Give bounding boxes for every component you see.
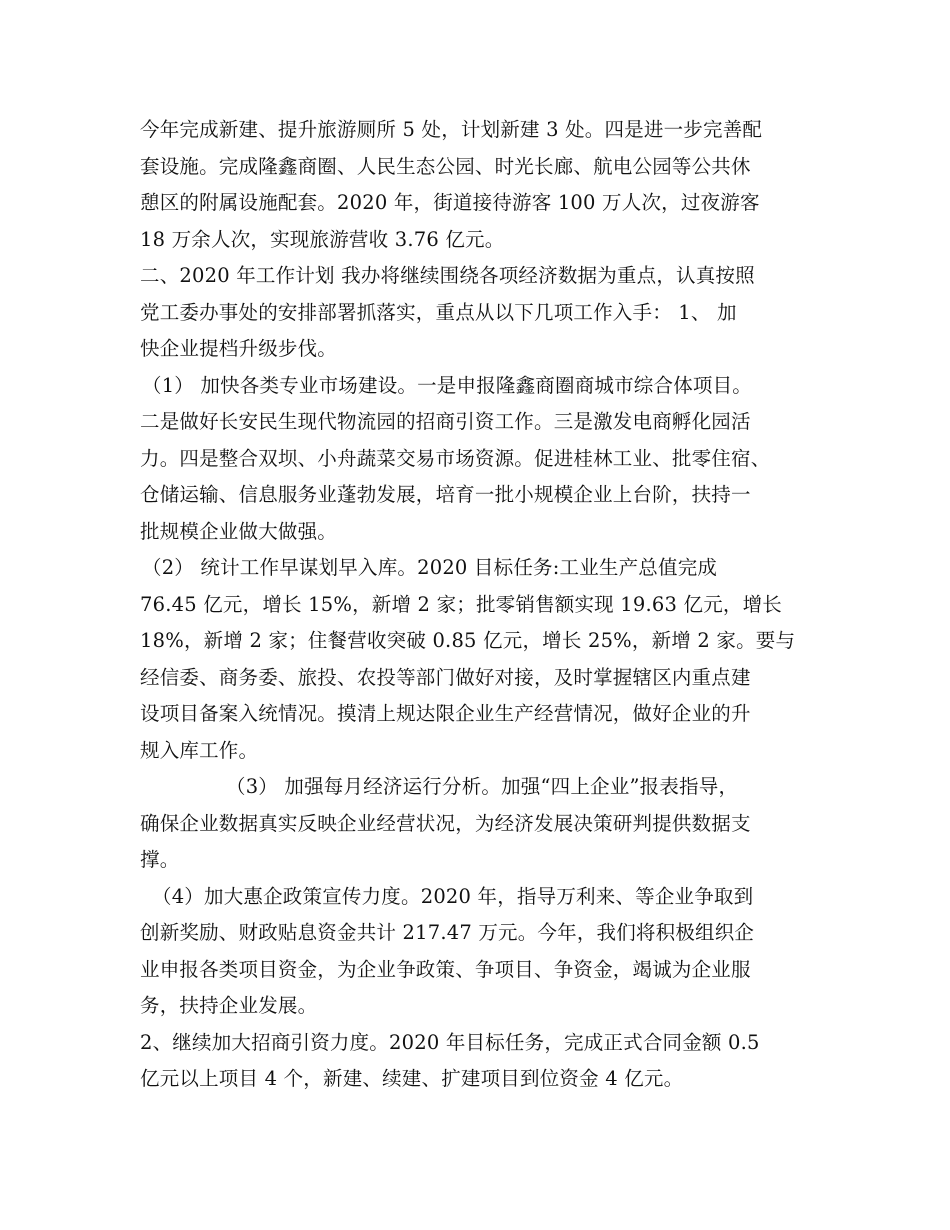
text-line: 76.45 亿元，增长 15%，新增 2 家；批零销售额实现 19.63 亿元，增长 — [140, 592, 782, 616]
text-line: （3） 加强每月经济运行分析。加强“四上企业”报表指导， — [226, 775, 739, 798]
paragraph-item-1 — [140, 368, 820, 551]
paragraph-item-3 — [140, 769, 820, 879]
text-line: 仓储运输、信息服务业蓬勃发展，培育一批小规模企业上台阶，扶持一 — [140, 483, 751, 506]
text-line: （2） 统计工作早谋划早入库。2020 目标任务:工业生产总值完成 — [142, 556, 718, 579]
paragraph-investment — [140, 1025, 820, 1098]
text-line: 务，扶持企业发展。 — [140, 994, 318, 1017]
paragraph-tourism — [140, 112, 820, 258]
text-line: 业申报各类项目资金，为企业争政策、争项目、争资金，竭诚为企业服 — [140, 957, 751, 981]
text-line: 亿元以上项目 4 个，新建、续建、扩建项目到位资金 4 亿元。 — [140, 1067, 684, 1090]
text-line: 设项目备案入统情况。摸清上规达限企业生产经营情况，做好企业的升 — [140, 702, 751, 725]
paragraph-item-4 — [140, 879, 820, 1025]
text-line: 2、继续加大招商引资力度。2020 年目标任务，完成正式合同金额 0.5 — [140, 1030, 760, 1054]
text-line: 18 万余人次，实现旅游营收 3.76 亿元。 — [140, 227, 505, 251]
text-line: 二是做好长安民生现代物流园的招商引资工作。三是激发电商孵化园活 — [140, 410, 751, 433]
text-line: 党工委办事处的安排部署抓落实，重点从以下几项工作入手： 1、 加 — [140, 300, 737, 324]
text-line: 套设施。完成隆鑫商圈、人民生态公园、时光长廊、航电公园等公共休 — [140, 154, 751, 178]
text-line: （4）加大惠企政策宣传力度。2020 年，指导万利来、等企业争取到 — [152, 884, 754, 908]
text-line: 创新奖励、财政贴息资金共计 217.47 万元。今年，我们将积极组织企 — [140, 921, 755, 944]
text-line: 撑。 — [140, 848, 180, 871]
text-line: 二、2020 年工作计划 我办将继续围绕各项经济数据为重点，认真按照 — [140, 264, 755, 287]
text-line: 力。四是整合双坝、小舟蔬菜交易市场资源。促进桂林工业、批零住宿、 — [140, 446, 771, 470]
text-line: 今年完成新建、提升旅游厕所 5 处，计划新建 3 处。四是进一步完善配 — [140, 118, 763, 141]
document-page — [140, 112, 820, 1098]
text-line: 经信委、商务委、旅投、农投等部门做好对接，及时掌握辖区内重点建 — [140, 665, 751, 689]
text-line: （1） 加快各类专业市场建设。一是申报隆鑫商圈商城市综合体项目。 — [142, 373, 753, 397]
paragraph-item-2 — [140, 550, 820, 769]
text-line: 憩区的附属设施配套。2020 年，街道接待游客 100 万人次，过夜游客 — [140, 191, 760, 214]
text-line: 批规模企业做大做强。 — [140, 519, 338, 543]
text-line: 确保企业数据真实反映企业经营状况，为经济发展决策研判提供数据支 — [140, 811, 751, 835]
text-line: 规入库工作。 — [140, 738, 259, 762]
text-line: 快企业提档升级步伐。 — [140, 337, 338, 360]
text-line: 18%，新增 2 家；住餐营收突破 0.85 亿元，增长 25%，新增 2 家。要与 — [140, 629, 796, 652]
paragraph-work-plan — [140, 258, 820, 368]
